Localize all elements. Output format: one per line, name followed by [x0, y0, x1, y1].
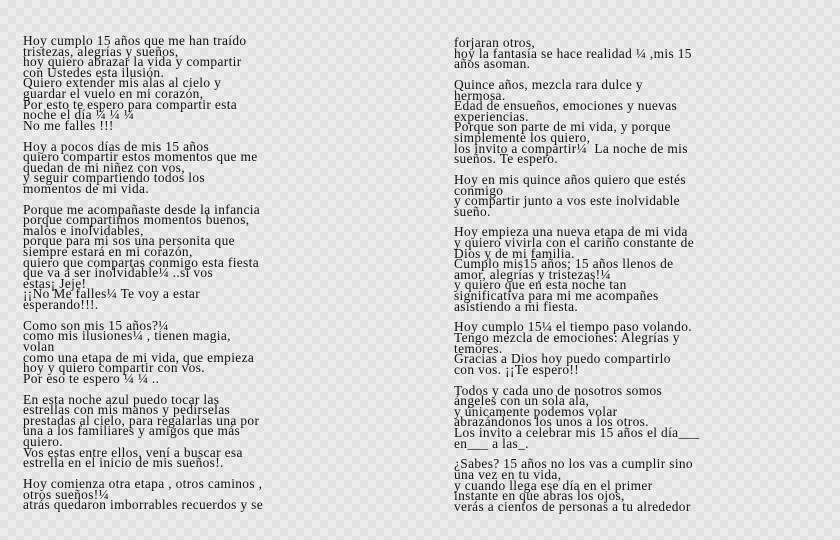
text-line: y únicamente podemos volar	[454, 403, 618, 419]
text-line: malos e inolvidables,	[23, 222, 144, 238]
text-line: y quiero que en esta noche tan	[454, 277, 627, 293]
text-line: Dios y de mi familia.	[454, 245, 575, 261]
text-line: forjaran otros,	[454, 35, 536, 50]
text-line: Tengo mezcla de emociones: Alegrías y	[454, 330, 680, 345]
text-line: en___ a las_.	[454, 435, 529, 451]
text-line: quiero.	[23, 433, 64, 449]
text-line: Cumplo mis15 años; 15 años llenos de	[454, 256, 674, 272]
text-line: ángeles con un sola ala,	[454, 393, 590, 409]
text-line: Quiero extender mis alas al cielo y	[23, 75, 222, 91]
text-line: experiencias.	[454, 108, 529, 124]
text-line: ¡¡No Me falles¼ Te voy a estar	[23, 286, 201, 302]
text-line: abrazándonos los unos a los otros.	[454, 414, 649, 430]
text-line: que va a ser inolvidable¼ ..si vos	[23, 265, 214, 281]
text-line: estrella en el inicio de mis sueños!.	[23, 455, 224, 471]
text-line: Gracias a Dios hoy puedo compartirlo	[454, 351, 671, 367]
text-line: amor, alegrías y tristezas!¼	[454, 266, 611, 282]
text-line: tristezas, alegrías y sueños,	[23, 43, 179, 59]
text-line: Porque son parte de mi vida, y porque	[454, 119, 671, 135]
poem-paragraph	[454, 224, 834, 314]
text-line: Los invito a celebrar mis 15 años el día___	[454, 424, 700, 440]
text-line: y cuando llega ese día en el primer	[454, 477, 653, 493]
text-line: Todos y cada uno de nosotros somos	[454, 382, 663, 398]
text-line: volan	[23, 339, 55, 354]
text-line: Como son mis 15 años?¼	[23, 317, 169, 333]
text-line: otros sueños!¼	[23, 486, 109, 502]
text-line: una vez en tu vida,	[454, 466, 562, 482]
text-line: hoy quiero abrazar la vida y compartir	[23, 54, 242, 70]
text-line: Hoy cumplo 15¼ el tiempo paso volando.	[454, 319, 692, 335]
text-line: hoy y quiero compartir con vos.	[23, 360, 205, 376]
text-line: sueño.	[454, 203, 491, 219]
text-line: los invito a compartir¼ La noche de mis	[454, 140, 688, 156]
text-line: esperando!!!.	[23, 297, 99, 313]
text-line: estrellas con mis manos y pedírselas	[23, 402, 231, 418]
text-line: quedan de mi niñez con vos,	[23, 159, 185, 175]
text-line: siempre estará en mi corazón,	[23, 244, 193, 260]
left-column	[23, 33, 408, 521]
text-line: y seguir compartiendo todos los	[23, 170, 205, 186]
poem-paragraph	[23, 391, 408, 471]
text-line: simplemente los quiero,	[454, 129, 591, 145]
text-line: hermosa.	[454, 87, 506, 103]
text-line: Por esto te espero para compartir esta	[23, 96, 238, 112]
text-line: noche el día ¼ ¼ ¼	[23, 107, 135, 123]
text-line: quiero compartir estos momentos que me	[23, 149, 258, 165]
text-line: como mis ilusiones¼ , tienen magia,	[23, 328, 231, 344]
text-line: verás a cientos de personas a tu alrededor	[454, 498, 691, 514]
text-line: temores.	[454, 340, 503, 356]
text-line: Por eso te espero ¼ ¼ ..	[23, 370, 160, 386]
text-line: Vos estas entre ellos, vení a buscar esa	[23, 444, 243, 460]
text-line: En esta noche azul puedo tocar las	[23, 391, 220, 407]
text-line: una a los familiares y amigos que más	[23, 423, 241, 439]
poem-paragraph	[454, 382, 834, 451]
text-line: como una etapa de mi vida, que empieza	[23, 349, 255, 365]
text-line: ¿Sabes? 15 años no los vas a cumplir sino	[454, 456, 693, 472]
text-line: asistiendo a mi fiesta.	[454, 298, 579, 314]
text-line: momentos de mi vida.	[23, 180, 150, 196]
text-line: estas¡ Jeje!	[23, 275, 87, 291]
text-line: Hoy cumplo 15 años que me han traído	[23, 33, 247, 48]
poem-paragraph	[454, 319, 834, 377]
text-line: y compartir junto a vos este inolvidable	[454, 193, 680, 209]
text-line: con vos. ¡¡Te espero!!	[454, 361, 579, 377]
text-line: conmigo	[454, 182, 504, 198]
text-line: instante en que abras los ojos,	[454, 488, 625, 504]
right-column	[454, 35, 834, 522]
text-line: prestadas al cielo, para regalarlas una por	[23, 412, 260, 428]
text-line: Hoy comienza otra etapa , otros caminos ,	[23, 475, 263, 491]
poem-paragraph	[454, 171, 834, 219]
poem-paragraph	[454, 76, 834, 167]
text-line: porque compartimos momentos buenos,	[23, 212, 250, 228]
poem-paragraph	[23, 317, 408, 386]
poem-paragraph	[23, 201, 408, 313]
text-line: guardar el vuelo en mi corazón,	[23, 85, 204, 101]
text-line: sueños. Te espero.	[454, 151, 559, 167]
text-line: con Ustedes esta ilusión.	[23, 64, 165, 80]
text-line: y quiero vivirla con el cariño constante de	[454, 235, 695, 251]
text-line: No me falles !!!	[23, 117, 114, 133]
text-line: Quince años, mezcla rara dulce y	[454, 76, 643, 92]
text-line: Hoy a pocos días de mis 15 años	[23, 138, 210, 154]
text-line: Hoy empieza una nueva etapa de mi vida	[454, 224, 688, 240]
text-line: hoy la fantasía se hace realidad ¼ ,mis 15	[454, 45, 692, 61]
text-line: Edad de ensueños, emociones y nuevas	[454, 98, 678, 114]
text-line: significativa para mi me acompañes	[454, 288, 659, 304]
text-line: quiero que compartas conmigo esta fiesta	[23, 254, 259, 270]
text-line: Hoy en mis quince años quiero que estés	[454, 171, 686, 187]
poem-paragraph	[454, 35, 834, 72]
poem-paragraph	[23, 138, 408, 196]
text-line: años asoman.	[454, 56, 531, 72]
poem-paragraph	[454, 456, 834, 514]
text-line: atrás quedaron imborrables recuerdos y se	[23, 497, 264, 513]
poem-paragraph	[23, 33, 408, 133]
text-line: Porque me acompañaste desde la infancia	[23, 201, 261, 217]
poem-paragraph	[23, 475, 408, 513]
text-line: porque para mi sos una personita que	[23, 233, 235, 249]
